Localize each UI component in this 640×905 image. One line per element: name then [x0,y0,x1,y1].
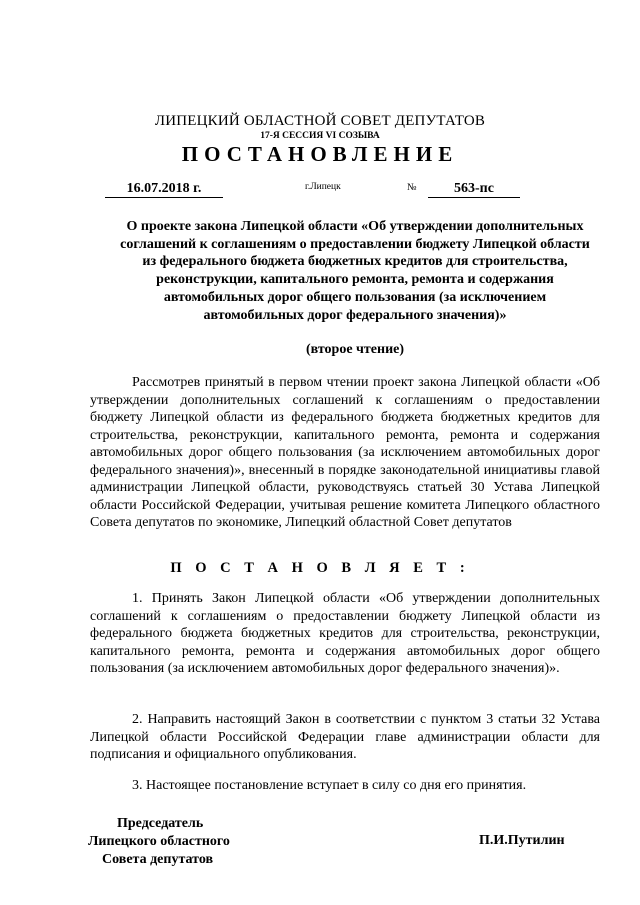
signatory-title-line-1: Председатель [117,816,204,831]
signatory-name: П.И.Путилин [479,833,565,848]
document-number: 563-пс [428,181,520,198]
signatory-title-line-2: Липецкого областного [88,833,230,849]
resolution-item-2: 2. Направить настоящий Закон в соответствии с пунктом 3 статьи 32 Устава Липецкой области Российской Федерации главе администрации области для подписания и официального опубликования. [90,712,600,762]
document-date: 16.07.2018 г. [105,181,223,198]
reading-label: (второе чтение) [305,342,405,357]
number-sign: № [407,182,417,193]
signatory-title [82,815,242,868]
document-type-title: ПОСТАНОВЛЕНИЕ [181,142,459,166]
resolution-item-1: 1. Принять Закон Липецкой области «Об утверждении дополнительных соглашений к соглашениям о предоставлении бюджету Липецкой области из федерального бюджета бюджетных кредитов для строительства, реконструкции, капитального ремонта, ремонта и содержания автомобильных дорог общего пользования (за исключением автомобильных дорог федерального значения)». [90,591,600,676]
document-place: г.Липецк [305,182,341,192]
session-label: 17-Я СЕССИЯ VI СОЗЫВА [260,131,380,141]
resolution-item-3: 3. Настоящее постановление вступает в силу со дня его принятия. [132,778,527,793]
document-subject: О проекте закона Липецкой области «Об утверждении дополнительных соглашений к соглашениям о предоставлении бюджету Липецкой области из федерального бюджета бюджетных кредитов для строительства, реконструкции, капитального ремонта, ремонта и содержания автомобильных дорог общего пользования (за исключением автомобильных дорог федерального значения)» [120,219,590,323]
preamble-paragraph: Рассмотрев принятый в первом чтении проект закона Липецкой области «Об утверждении дополнительных соглашений к соглашениям о предоставлении бюджету Липецкой области из федерального бюджета бюджетных кредитов для строительства, реконструкции, капитального ремонта, ремонта и содержания автомобильных дорог общего пользования (за исключением автомобильных дорог федерального значения)», внесенный в порядке законодательной инициативы главой администрации Липецкой области, руководствуясь статьей 30 Устава Липецкой области Российской Федерации, учитывая решение комитета Липецкого областного Совета депутатов по экономике, Липецкий областной Совет депутатов [90,375,600,530]
council-name: ЛИПЕЦКИЙ ОБЛАСТНОЙ СОВЕТ ДЕПУТАТОВ [154,113,486,129]
decides-heading: П О С Т А Н О В Л Я Е Т : [170,560,470,576]
signatory-title-line-3: Совета депутатов [102,851,214,867]
